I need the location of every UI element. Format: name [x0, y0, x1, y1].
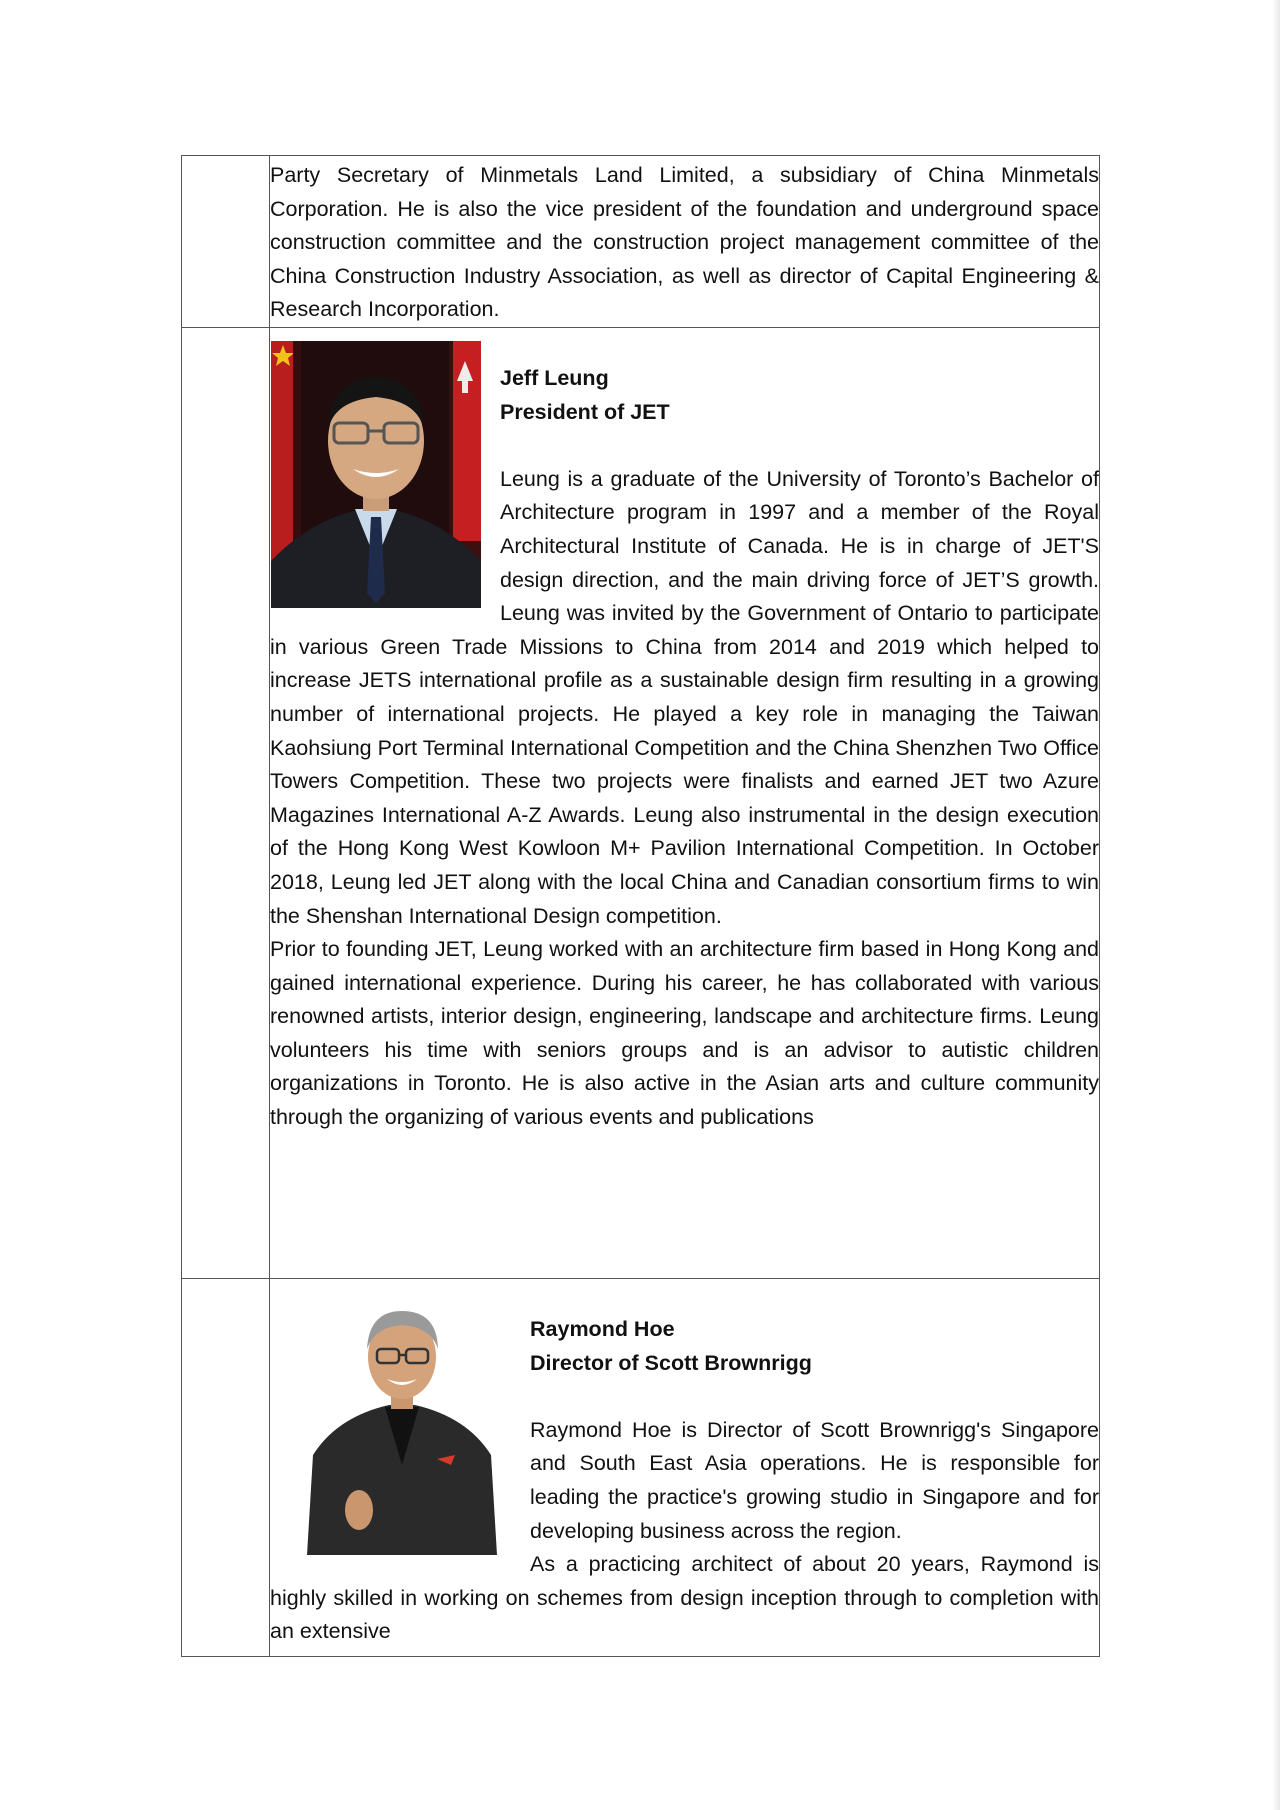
- empty-left-cell: [182, 1279, 270, 1657]
- person-title: President of JET: [500, 399, 670, 424]
- raymond-bio-paragraph-1: Raymond Hoe is Director of Scott Brownrigg's Singapore and South East Asia operations. He is responsible for leading the practice's growing studio in Singapore and for developing business across the region.: [530, 1417, 1099, 1543]
- person-name: Jeff Leung: [500, 366, 609, 390]
- bio-continuation-text: Party Secretary of Minmetals Land Limited, a subsidiary of China Minmetals Corporation. He is also the vice president of the foundation and underground space construction committee and the construction project management committee of the China Construction Industry Association, as well as director of Capital Engineering & Research Incorporation.: [270, 163, 1099, 322]
- empty-left-cell: [182, 156, 270, 328]
- raymond-bio-paragraph-2: As a practicing architect of about 20 years, Raymond is highly skilled in working on schemes from design inception through to completion with an extensive: [270, 1552, 1099, 1644]
- table-row: [182, 1279, 1100, 1657]
- content-cell: [270, 328, 1100, 1279]
- table-row: [182, 328, 1100, 1279]
- empty-left-cell: [182, 328, 270, 1279]
- jeff-bio-paragraph-1: Leung is a graduate of the University of Toronto’s Bachelor of Architecture program in 1997 and a member of the Royal Architectural Institute of Canada. He is in charge of JET'S design direction, and the main driving force of JET’S growth. Leung was invited by the Government of Ontario to participate in various Green Trade Missions to China from 2014 and 2019 which helped to increase JETS international profile as a sustainable design firm resulting in a growing number of international projects. He played a key role in managing the Taiwan Kaohsiung Port Terminal International Competition and the China Shenzhen Two Office Towers Competition. These two projects were finalists and earned JET two Azure Magazines International A-Z Awards. Leung also instrumental in the design execution of the Hong Kong West Kowloon M+ Pavilion International Competition. In October 2018, Leung led JET along with the local China and Canadian consortium firms to win the Shenshan International Design competition.: [270, 466, 1099, 928]
- person-name: Raymond Hoe: [530, 1317, 675, 1341]
- biography-table: [181, 155, 1100, 1657]
- page-edge-shadow: [1272, 0, 1280, 1810]
- jeff-leung-portrait-photo: [271, 341, 481, 608]
- person-title: Director of Scott Brownrigg: [530, 1350, 812, 1375]
- jeff-bio-paragraph-2: Prior to founding JET, Leung worked with an architecture firm based in Hong Kong and gained international experience. During his career, he has collaborated with various renowned artists, interior design, engineering, landscape and architecture firms. Leung volunteers his time with seniors groups and is an advisor to autistic children organizations in Toronto. He is also active in the Asian arts and culture community through the organizing of various events and publications: [270, 937, 1099, 1130]
- raymond-hoe-portrait-photo: [307, 1305, 497, 1555]
- content-cell: [270, 156, 1100, 328]
- table-row: [182, 156, 1100, 328]
- content-cell: [270, 1279, 1100, 1657]
